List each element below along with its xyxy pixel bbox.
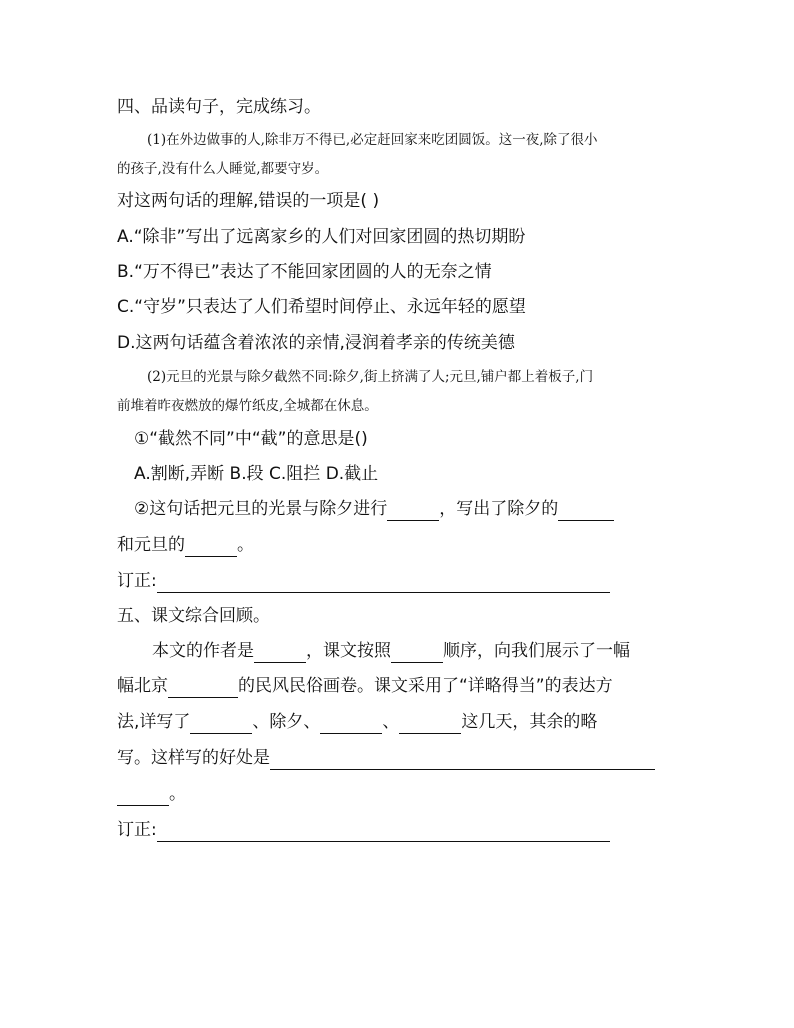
section4-heading: 四、品读句子，完成练习。 [117, 97, 321, 117]
option-c: C.“守岁”只表达了人们希望时间停止、永远年轻的愿望 [117, 297, 526, 317]
review-text-3b: 、除夕、 [252, 712, 321, 732]
blank-detail-2[interactable] [320, 715, 382, 734]
subquestion-2-text-b: ，写出了除夕的 [439, 499, 559, 519]
option-b: B.“万不得已”表达了不能回家团圆的人的无奈之情 [117, 262, 492, 282]
review-text-1a: 本文的作者是 [152, 641, 254, 661]
blank-new-year-eve[interactable] [558, 502, 614, 521]
review-line-5 [117, 782, 186, 806]
review-line-1 [152, 639, 630, 663]
review-text-3d: 这几天，其余的略 [461, 712, 598, 732]
blank-author[interactable] [254, 644, 306, 663]
review-text-3c: 、 [382, 712, 400, 732]
blank-detail-1[interactable] [190, 715, 252, 734]
option-a: A.“除非”写出了远离家乡的人们对回家团圆的热切期盼 [117, 227, 526, 247]
subquestion-2-continued [117, 533, 254, 557]
subquestion-2 [134, 497, 614, 521]
blank-detail-3[interactable] [399, 715, 461, 734]
subquestion-2-text-a: ②这句话把元旦的光景与除夕进行 [134, 499, 388, 519]
subquestion-2-end: 。 [237, 535, 254, 555]
passage2-line1: (2)元旦的光景与除夕截然不同:除夕,街上挤满了人;元旦,铺户都上着板子,门 [147, 369, 594, 385]
section5-heading: 五、课文综合回顾。 [117, 606, 270, 626]
review-text-1c: 顺序，向我们展示了一幅 [443, 641, 630, 661]
blank-benefit-continued[interactable] [117, 787, 169, 806]
passage1-line2: 的孩子,没有什么人睡觉,都要守岁。 [117, 161, 329, 177]
review-line-4 [117, 746, 655, 770]
correction-blank-1[interactable] [157, 574, 610, 593]
passage1-line1: (1)在外边做事的人,除非万不得已,必定赶回家来吃团圆饭。这一夜,除了很小 [147, 132, 598, 148]
review-text-3a: 法,详写了 [117, 712, 191, 732]
correction-line-2 [117, 818, 610, 842]
subquestion-1: ①“截然不同”中“截”的意思是() [134, 429, 368, 449]
review-text-4a: 写。这样写的好处是 [117, 748, 270, 768]
review-end: 。 [169, 784, 186, 804]
subquestion-2-text-c: 和元旦的 [117, 535, 185, 555]
question-prompt: 对这两句话的理解,错误的一项是( ) [117, 191, 380, 211]
review-text-2a: 幅北京 [117, 676, 168, 696]
blank-comparison[interactable] [387, 502, 439, 521]
review-line-3 [117, 710, 597, 734]
blank-benefit[interactable] [270, 751, 655, 770]
review-line-2 [117, 674, 613, 698]
subquestion-1-options: A.割断,弄断 B.段 C.阻拦 D.截止 [134, 464, 379, 484]
blank-beijing[interactable] [168, 679, 238, 698]
correction-line-1 [117, 569, 610, 593]
review-text-2b: 的民风民俗画卷。课文采用了“详略得当”的表达方 [238, 676, 613, 696]
review-text-1b: ，课文按照 [306, 641, 391, 661]
option-d: D.这两句话蕴含着浓浓的亲情,浸润着孝亲的传统美德 [117, 333, 515, 353]
correction-label-2: 订正: [117, 820, 157, 840]
blank-new-year-day[interactable] [185, 538, 237, 557]
correction-label: 订正: [117, 571, 157, 591]
passage2-line2: 前堆着昨夜燃放的爆竹纸皮,全城都在休息。 [117, 398, 378, 414]
correction-blank-2[interactable] [157, 823, 610, 842]
blank-order[interactable] [391, 644, 443, 663]
